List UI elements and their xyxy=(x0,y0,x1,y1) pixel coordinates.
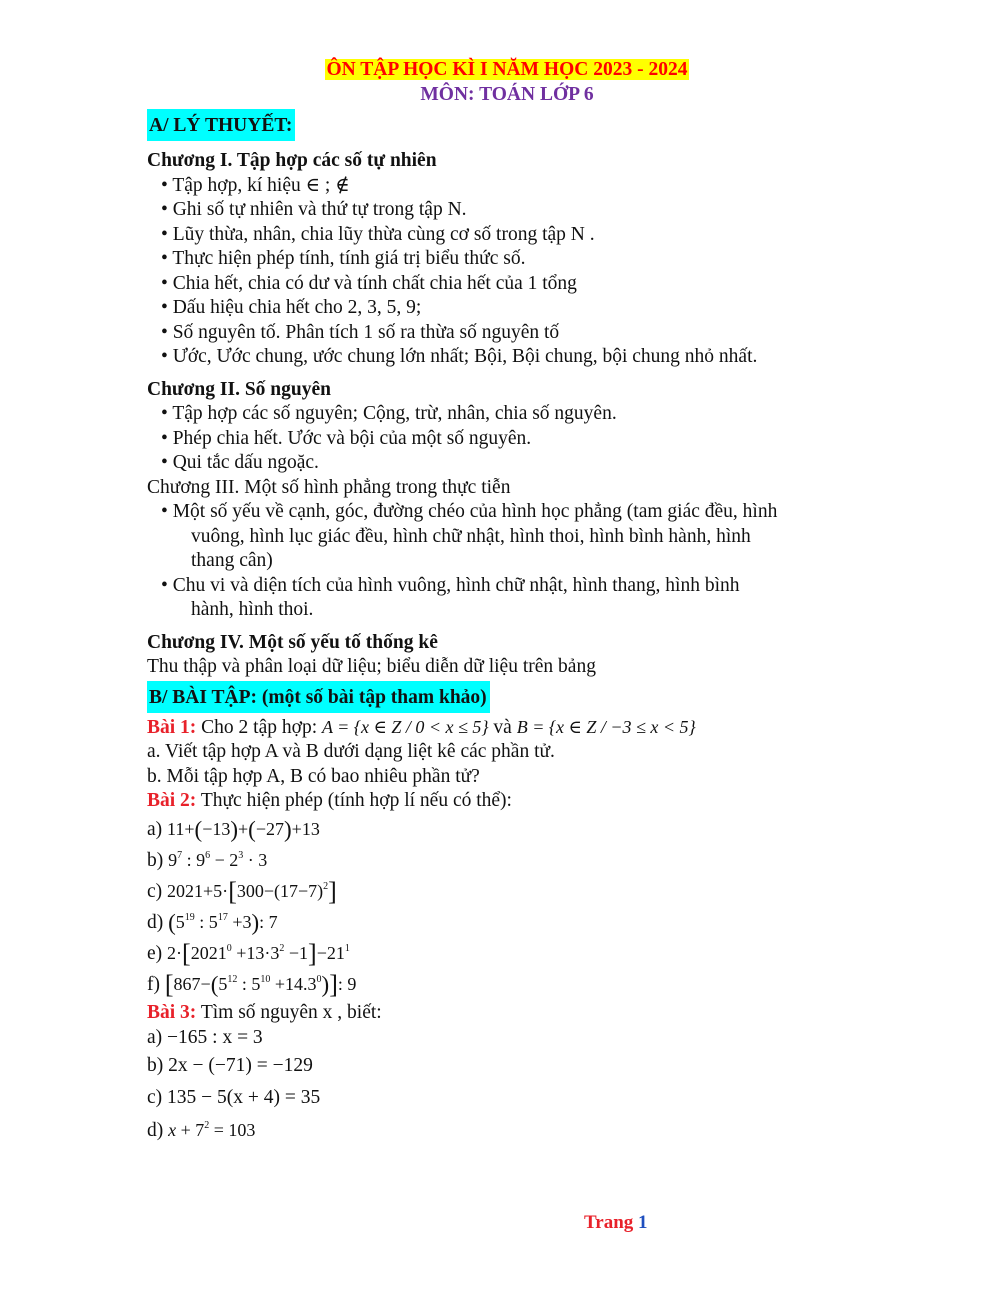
bai3-d-prefix: d) xyxy=(147,1120,164,1141)
chapter-3-title: Chương III. Một số hình phẳng trong thực tiễn xyxy=(147,476,511,498)
ch1-item: • Thực hiện phép tính, tính giá trị biểu thức số. xyxy=(161,248,526,269)
ch2-item: • Tập hợp các số nguyên; Cộng, trừ, nhân, chia số nguyên. xyxy=(161,403,617,424)
exercise-heading: B/ BÀI TẬP: (một số bài tập tham khảo) xyxy=(147,681,490,713)
ch3-item-1-line-a: • Một số yếu về cạnh, góc, đường chéo của hình học phẳng (tam giác đều, hình xyxy=(161,501,778,522)
bai2-b-expr: $9^7$ : $9^6 - 2^3 \cdot 3$ xyxy=(168,849,268,870)
page-footer xyxy=(584,1212,648,1234)
bai3-c: c) 135 − 5(x + 4) = 35 xyxy=(147,1087,321,1108)
ch3-item-2-line-a: • Chu vi và diện tích của hình vuông, hình chữ nhật, hình thang, hình bình xyxy=(161,574,740,596)
ch1-item: • Tập hợp, kí hiệu ∈ ; ∉ xyxy=(161,174,350,196)
ch3-item-1-line-c: thang cân) xyxy=(191,550,273,571)
ch1-item: • Ước, Ước chung, ước chung lớn nhất; Bội, Bội chung, bội chung nhỏ nhất. xyxy=(161,346,758,367)
ch2-item: • Qui tắc dấu ngoặc. xyxy=(161,452,319,473)
bai1-label: Bài 1: xyxy=(147,716,197,738)
bai1-part-b: b. Mỗi tập hợp A, B có bao nhiêu phần tử? xyxy=(147,765,480,787)
bai2-a-prefix: a) xyxy=(147,818,163,840)
bai2-b-prefix: b) xyxy=(147,849,164,871)
theory-heading-row xyxy=(147,109,867,141)
bai2-d-prefix: d) xyxy=(147,911,164,933)
bai2-f-expr: [$867-(5^{12}$ : $5^{10} +14.3^0$)]: 9 xyxy=(164,969,357,999)
bai3-d-rest: + $7^2 = 103$ xyxy=(176,1120,256,1140)
bai1-set-b: B = {x ∈ Z / −3 ≤ x < 5} xyxy=(516,716,696,737)
chapter-1-title: Chương I. Tập hợp các số tự nhiên xyxy=(147,150,437,171)
bai2-c-prefix: c) xyxy=(147,880,163,902)
ch1-item: • Lũy thừa, nhân, chia lũy thừa cùng cơ số trong tập N . xyxy=(161,223,595,245)
document-page xyxy=(147,58,867,1146)
doc-title: ÔN TẬP HỌC KÌ I NĂM HỌC 2023 - 2024 xyxy=(326,59,688,80)
footer-label: Trang xyxy=(584,1212,639,1233)
bai3-d xyxy=(147,1115,867,1146)
ch3-item-2 xyxy=(147,574,867,623)
ch3-item-1 xyxy=(147,500,867,574)
bai2-f-prefix: f) xyxy=(147,973,160,995)
bai2-label: Bài 2: xyxy=(147,790,197,811)
doc-subtitle: MÔN: TOÁN LỚP 6 xyxy=(420,83,594,105)
bai2-e xyxy=(147,938,867,969)
bai3-b: b) 2x − (−71) = −129 xyxy=(147,1055,313,1076)
bai1-and: và xyxy=(488,716,517,738)
ch1-item: • Số nguyên tố. Phân tích 1 số ra thừa số nguyên tố xyxy=(161,321,560,343)
theory-heading: A/ LÝ THUYẾT: xyxy=(147,109,295,141)
bai2-line xyxy=(147,789,867,814)
bai2-e-prefix: e) xyxy=(147,942,163,964)
ch1-item: • Ghi số tự nhiên và thứ tự trong tập N. xyxy=(161,199,467,220)
ch3-item-2-line-b: hành, hình thoi. xyxy=(191,599,314,620)
bai3-line xyxy=(147,1001,867,1026)
bai1-text: Cho 2 tập hợp: xyxy=(196,716,322,738)
chapter-4-title: Chương IV. Một số yếu tố thống kê xyxy=(147,631,438,653)
ch2-item: • Phép chia hết. Ước và bội của một số nguyên. xyxy=(161,427,532,449)
page-number: 1 xyxy=(638,1212,648,1233)
bai2-a-expr: 11+(−13)+(−27)+13 xyxy=(167,816,320,842)
bai3-a: a) −165 : x = 3 xyxy=(147,1027,263,1048)
exercise-heading-row xyxy=(147,681,867,713)
ch1-item: • Dấu hiệu chia hết cho 2, 3, 5, 9; xyxy=(161,297,422,318)
ch3-item-1-line-b: vuông, hình lục giác đều, hình chữ nhật, hình thoi, hình bình hành, hình xyxy=(191,525,751,547)
bai2-a xyxy=(147,814,867,845)
bai1-line xyxy=(147,715,867,741)
bai3-text: Tìm số nguyên x , biết: xyxy=(196,1001,382,1023)
bai1-part-a: a. Viết tập hợp A và B dưới dạng liệt kê các phần tử. xyxy=(147,741,555,762)
bai3-d-expr: x xyxy=(168,1120,177,1140)
bai2-d-expr: ($5^{19}$ : $5^{17} +3$): 7 xyxy=(168,909,278,935)
bai2-e-expr: $2\cdot[2021^0 +13\cdot 3^2 -1]-21^1$ xyxy=(167,938,350,968)
bai3-label: Bài 3: xyxy=(147,1001,197,1023)
ch1-item: • Chia hết, chia có dư và tính chất chia hết của 1 tổng xyxy=(161,272,577,294)
bai2-text: Thực hiện phép (tính hợp lí nếu có thể): xyxy=(196,790,512,811)
chapter-2-title: Chương II. Số nguyên xyxy=(147,378,331,400)
bai2-c xyxy=(147,876,867,907)
bai1-set-a: A = {x ∈ Z / 0 < x ≤ 5} xyxy=(321,716,489,737)
doc-title-row xyxy=(147,58,867,83)
bai2-b xyxy=(147,845,867,876)
bai2-f xyxy=(147,969,867,1000)
bai2-d xyxy=(147,907,867,938)
bai2-c-expr: $2021+5\cdot[300-(17-7)^2]$ xyxy=(167,876,337,906)
chapter-4-text: Thu thập và phân loại dữ liệu; biểu diễn dữ liệu trên bảng xyxy=(147,656,596,677)
